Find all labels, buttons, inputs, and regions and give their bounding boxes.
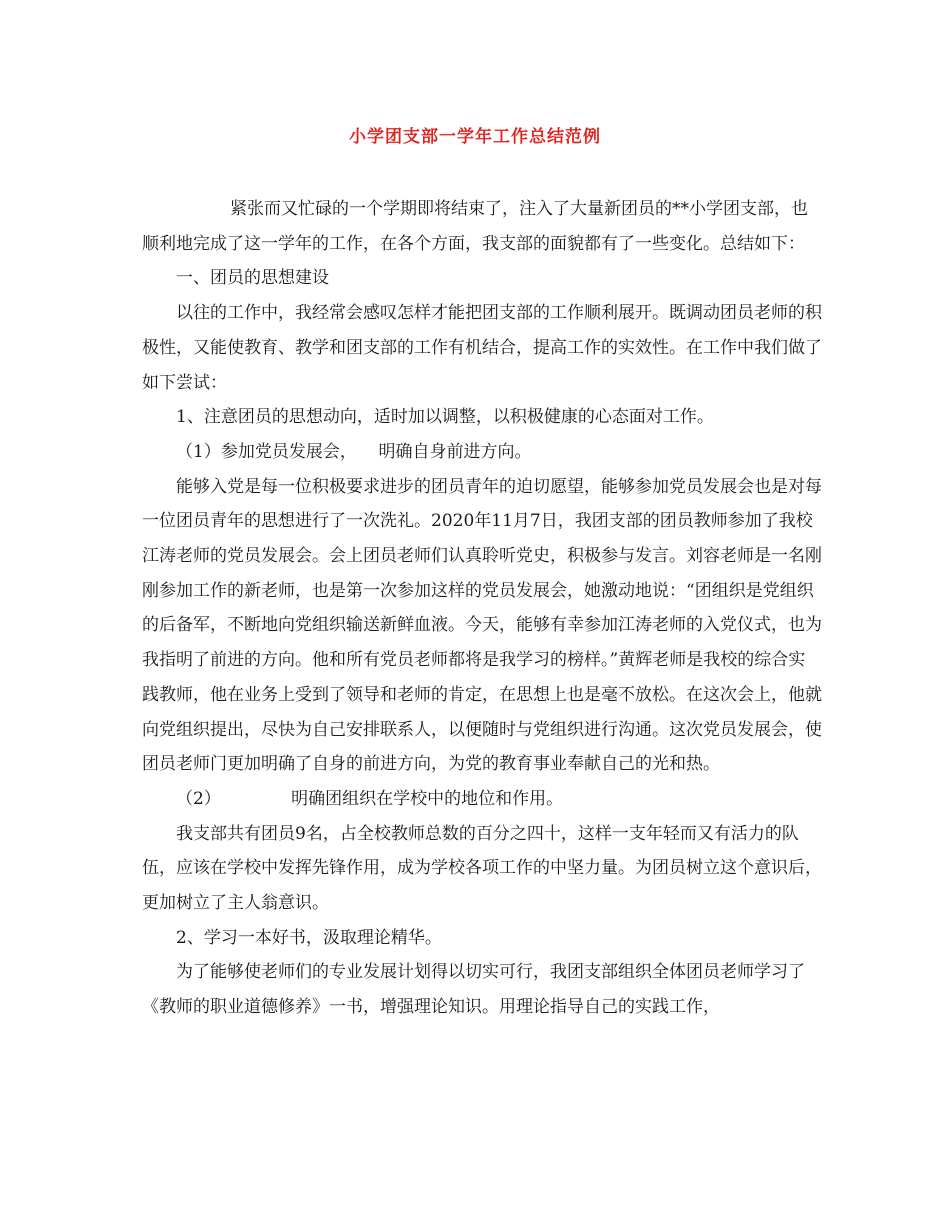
- paragraph-members: 我支部共有团员9名，占全校教师总数的百分之四十，这样一支年轻而又有活力的队伍，应该在学校中发挥先锋作用，成为学校各项工作的中坚力量。为团员树立这个意识后，更加树立了主人翁意识。: [142, 823, 822, 914]
- subsection-heading-2: 2、学习一本好书，汲取理论精华。: [176, 927, 442, 948]
- paragraph-intro: 紧张而又忙碌的一个学期即将结束了，注入了大量新团员的**小学团支部，也顺利地完成了这一学年的工作，在各个方面，我支部的面貌都有了一些变化。总结如下：: [142, 199, 808, 254]
- item-heading-1: [142, 435, 822, 470]
- paragraph-study: 为了能够使老师们的专业发展计划得以切实可行，我团支部组织全体团员老师学习了《教师的职业道德修养》一书，增强理论知识。用理论指导自己的实践工作，: [142, 962, 805, 1018]
- section-heading-1: 一、团员的思想建设: [176, 268, 329, 289]
- item-heading-2-text: 明确团组织在学校中的地位和作用。: [291, 788, 564, 809]
- item-heading-2: [142, 782, 822, 817]
- paragraph-2: 以往的工作中，我经常会感叹怎样才能把团支部的工作顺利展开。既调动团员老师的积极性，又能使教育、教学和团支部的工作有机结合，提高工作的实效性。在工作中我们做了如下尝试：: [142, 303, 822, 393]
- document-title: 小学团支部一学年工作总结范例: [349, 127, 601, 147]
- subsection-heading-1: 1、注意团员的思想动向，适时加以调整，以积极健康的心态面对工作。: [176, 407, 714, 428]
- item-heading-1-text: 明确自身前进方向。: [378, 441, 532, 462]
- item-heading-1-number: （1）参加党员发展会，: [176, 441, 357, 462]
- item-heading-2-number: （2）: [176, 788, 221, 809]
- document-body: [142, 192, 822, 1025]
- paragraph-party-meeting: 能够入党是每一位积极要求进步的团员青年的迫切愿望，能够参加党员发展会也是对每一位团员青年的思想进行了一次洗礼。2020年11月7日，我团支部的团员教师参加了我校江涛老师的党员发展会。会上团员老师们认真聆听党史，积极参与发言。刘容老师是一名刚刚参加工作的新老师，也是第一次参加这样的党员发展会，她激动地说：“团组织是党组织的后备军，不断地向党组织输送新鲜血液。今天，能够有幸参加江涛老师的入党仪式，也为我指明了前进的方向。他和所有党员老师都将是我学习的榜样。”黄辉老师是我校的综合实践教师，他在业务上受到了领导和老师的肯定，在思想上也是毫不放松。在这次会上，他就向党组织提出，尽快为自己安排联系人，以便随时与党组织进行沟通。这次党员发展会，使团员老师门更加明确了自身的前进方向，为党的教育事业奉献自己的光和热。: [142, 476, 822, 775]
